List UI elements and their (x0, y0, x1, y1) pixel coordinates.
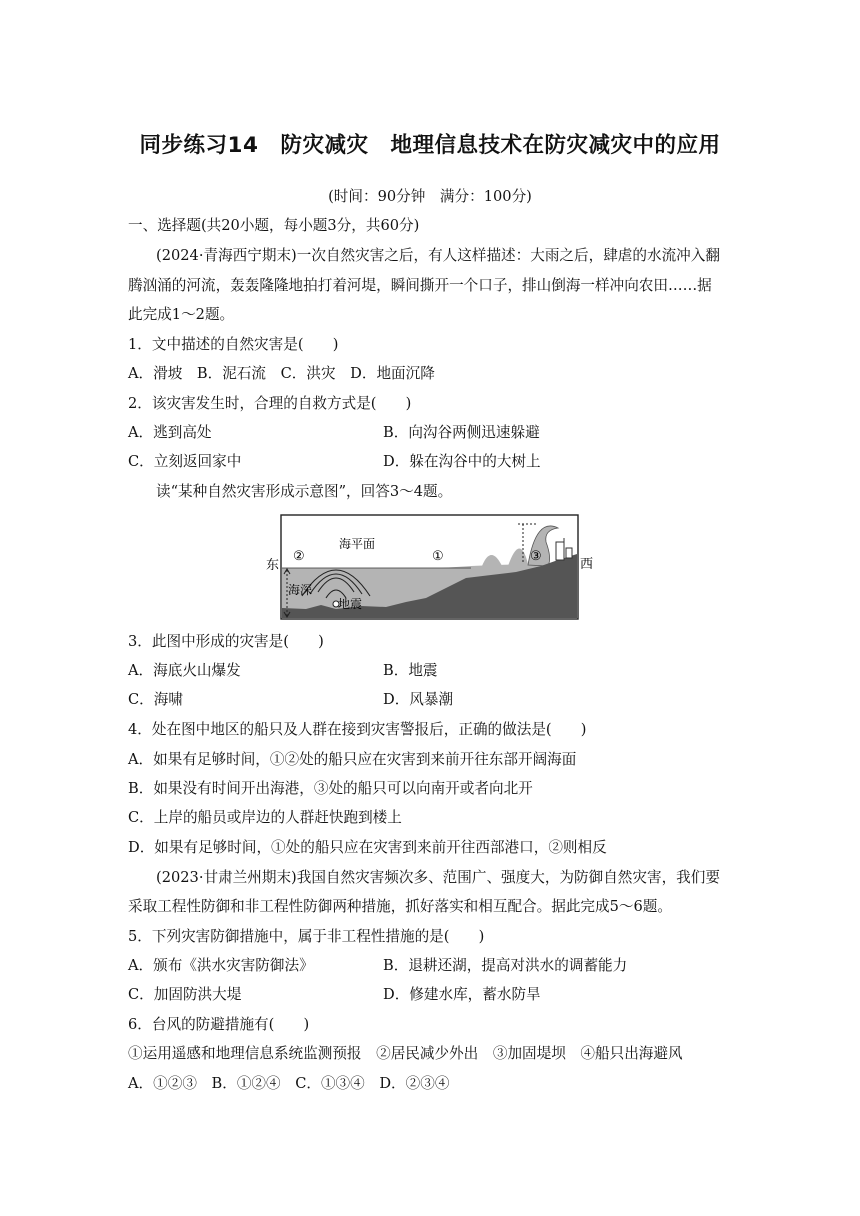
read-prompt: 读“某种自然灾害形成示意图”，回答3～4题。 (156, 483, 453, 500)
label-earthquake: 地震 (338, 597, 363, 611)
q3-option-d: D．风暴潮 (383, 691, 454, 708)
q4-option-c: C．上岸的船员或岸边的人群赶快跑到楼上 (128, 809, 402, 826)
q5-option-d: D．修建水库，蓄水防旱 (383, 986, 541, 1003)
material1-line2: 腾汹涌的河流，轰轰隆隆地拍打着河堤，瞬间撕开一个口子，排山倒海一样冲向农田……据 (128, 277, 712, 294)
q3-option-b: B．地震 (383, 662, 438, 679)
label-sea-level: 海平面 (339, 537, 376, 551)
label-marker-3: ③ (530, 549, 542, 564)
q4-option-d: D．如果有足够时间，①处的船只应在灾害到来前开往西部港口，②则相反 (128, 839, 607, 856)
q5-option-b: B．退耕还湖，提高对洪水的调蓄能力 (383, 957, 628, 974)
q3-stem: 3．此图中形成的灾害是( ) (128, 633, 324, 650)
q2-option-b: B．向沟谷两侧迅速躲避 (383, 424, 540, 441)
q6-items: ①运用遥感和地理信息系统监测预报 ②居民减少外出 ③加固堤坝 ④船只出海避风 (128, 1045, 683, 1062)
label-marker-1: ① (432, 549, 444, 564)
material1-line1: (2024·青海西宁期末)一次自然灾害之后，有人这样描述：大雨之后，肆虐的水流冲入翻 (156, 247, 720, 264)
q4-option-a: A．如果有足够时间，①②处的船只应在灾害到来前开往东部开阔海面 (128, 751, 577, 768)
section-heading: 一、选择题(共20小题，每小题3分，共60分) (128, 217, 420, 234)
material2-line1: (2023·甘肃兰州期末)我国自然灾害频次多、范围广、强度大，为防御自然灾害，我们要 (156, 869, 720, 886)
q1-stem: 1．文中描述的自然灾害是( ) (128, 336, 339, 353)
q1-options: A．滑坡 B．泥石流 C．洪灾 D．地面沉降 (128, 365, 435, 382)
q3-option-c: C．海啸 (128, 691, 183, 708)
label-east: 东 (266, 558, 280, 573)
q2-option-a: A．逃到高处 (128, 424, 212, 441)
house-1 (556, 542, 564, 560)
q4-stem: 4．处在图中地区的船只及人群在接到灾害警报后，正确的做法是( ) (128, 721, 587, 738)
label-west: 西 (580, 557, 594, 572)
material2-line2: 采取工程性防御和非工程性防御两种措施，抓好落实和相互配合。据此完成5～6题。 (128, 898, 672, 915)
q5-option-a: A．颁布《洪水灾害防御法》 (128, 957, 314, 974)
label-marker-2: ② (293, 549, 305, 564)
page-title: 同步练习14 防灾减灾 地理信息技术在防灾减灾中的应用 (139, 133, 721, 158)
material1-line3: 此完成1～2题。 (128, 306, 235, 323)
q2-option-c: C．立刻返回家中 (128, 453, 242, 470)
disaster-diagram (266, 512, 596, 622)
q5-stem: 5．下列灾害防御措施中，属于非工程性措施的是( ) (128, 928, 485, 945)
house-2 (566, 548, 572, 558)
q5-option-c: C．加固防洪大堤 (128, 986, 242, 1003)
q2-stem: 2．该灾害发生时，合理的自救方式是( ) (128, 395, 412, 412)
q2-option-d: D．躲在沟谷中的大树上 (383, 453, 541, 470)
label-sea-depth: 海深 (288, 583, 313, 597)
exam-meta: (时间：90分钟 满分：100分) (328, 188, 532, 205)
q6-options: A．①②③ B．①②④ C．①③④ D．②③④ (128, 1075, 450, 1092)
q3-option-a: A．海底火山爆发 (128, 662, 241, 679)
q4-option-b: B．如果没有时间开出海港，③处的船只可以向南开或者向北开 (128, 780, 533, 797)
q6-stem: 6．台风的防避措施有( ) (128, 1016, 310, 1033)
